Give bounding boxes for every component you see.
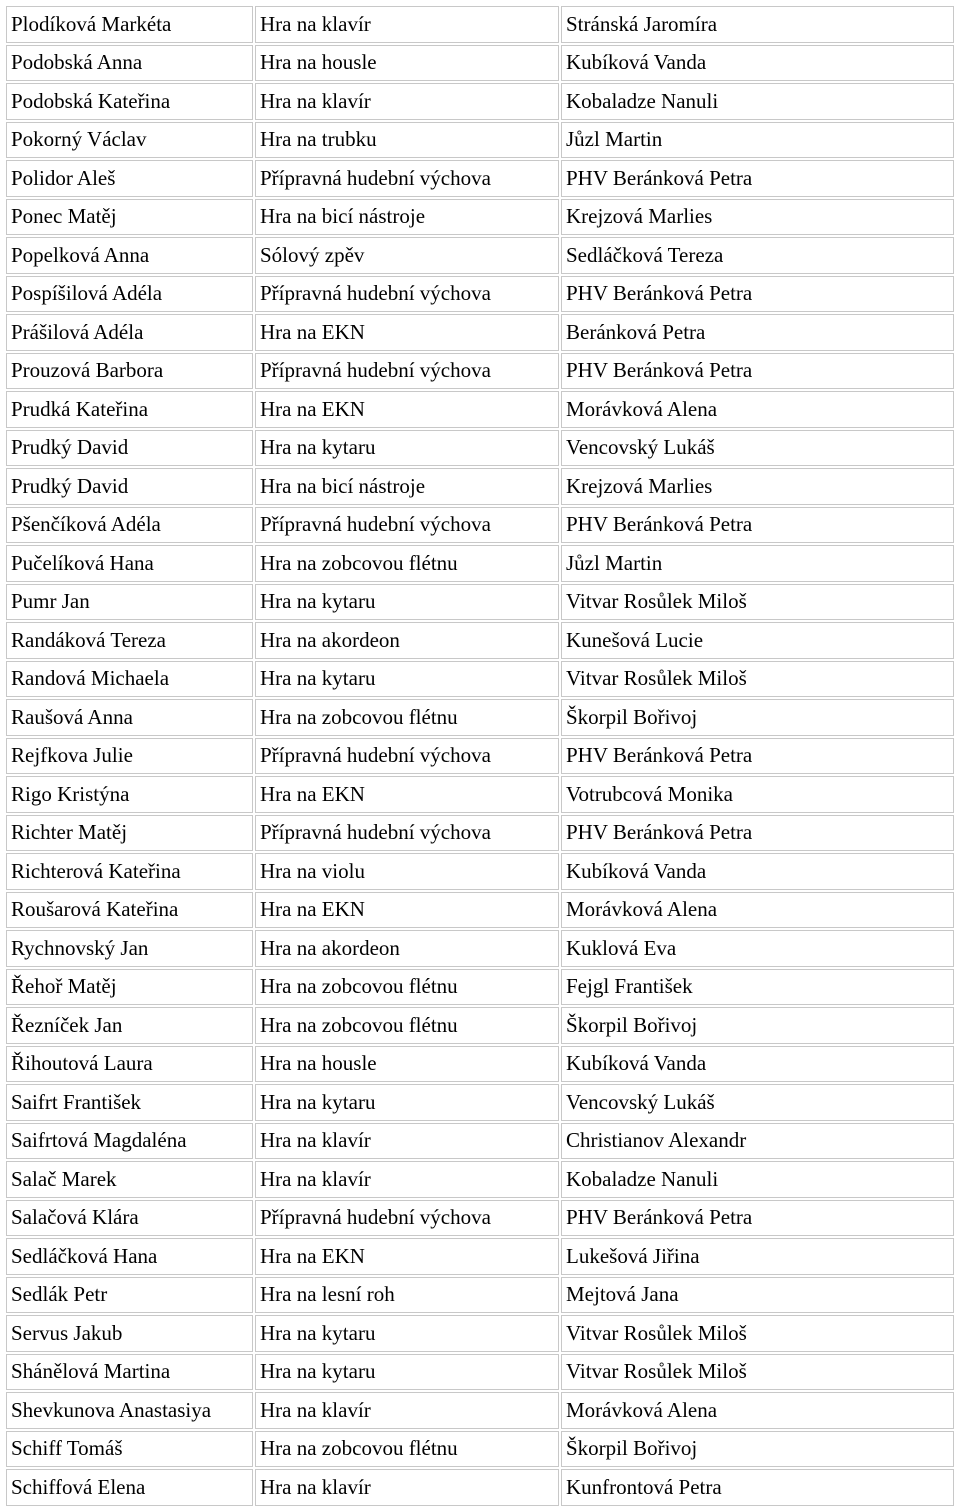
- subject-cell: Přípravná hudební výchova: [255, 353, 559, 390]
- subject-cell: Přípravná hudební výchova: [255, 276, 559, 313]
- table-row: [6, 430, 954, 467]
- teacher-cell: Kunešová Lucie: [561, 622, 954, 659]
- teacher-cell: Kuklová Eva: [561, 930, 954, 967]
- student-name-cell: Sedlák Petr: [6, 1277, 253, 1314]
- student-name-cell: Shevkunova Anastasiya: [6, 1392, 253, 1429]
- table-row: [6, 776, 954, 813]
- teacher-cell: Vencovský Lukáš: [561, 430, 954, 467]
- subject-cell: Hra na bicí nástroje: [255, 468, 559, 505]
- teacher-cell: Morávková Alena: [561, 1392, 954, 1429]
- teacher-cell: Kubíková Vanda: [561, 1046, 954, 1083]
- subject-cell: Hra na kytaru: [255, 584, 559, 621]
- table-row: [6, 545, 954, 582]
- roster-body: [6, 6, 954, 1506]
- teacher-cell: Kubíková Vanda: [561, 45, 954, 82]
- teacher-cell: Škorpil Bořivoj: [561, 1431, 954, 1468]
- table-row: [6, 83, 954, 120]
- table-row: [6, 1277, 954, 1314]
- subject-cell: Hra na kytaru: [255, 661, 559, 698]
- student-name-cell: Pšenčíková Adéla: [6, 507, 253, 544]
- table-row: [6, 622, 954, 659]
- student-name-cell: Richterová Kateřina: [6, 853, 253, 890]
- table-row: [6, 468, 954, 505]
- student-name-cell: Pučelíková Hana: [6, 545, 253, 582]
- student-name-cell: Polidor Aleš: [6, 160, 253, 197]
- table-row: [6, 1084, 954, 1121]
- subject-cell: Hra na klavír: [255, 83, 559, 120]
- subject-cell: Přípravná hudební výchova: [255, 507, 559, 544]
- subject-cell: Hra na zobcovou flétnu: [255, 969, 559, 1006]
- subject-cell: Hra na violu: [255, 853, 559, 890]
- student-name-cell: Prouzová Barbora: [6, 353, 253, 390]
- table-row: [6, 237, 954, 274]
- table-row: [6, 853, 954, 890]
- subject-cell: Hra na zobcovou flétnu: [255, 545, 559, 582]
- teacher-cell: Morávková Alena: [561, 892, 954, 929]
- student-name-cell: Shánělová Martina: [6, 1354, 253, 1391]
- student-name-cell: Rigo Kristýna: [6, 776, 253, 813]
- teacher-cell: Kobaladze Nanuli: [561, 83, 954, 120]
- subject-cell: Hra na kytaru: [255, 1315, 559, 1352]
- table-row: [6, 1238, 954, 1275]
- teacher-cell: Votrubcová Monika: [561, 776, 954, 813]
- table-row: [6, 930, 954, 967]
- subject-cell: Hra na zobcovou flétnu: [255, 1007, 559, 1044]
- table-row: [6, 314, 954, 351]
- teacher-cell: Lukešová Jiřina: [561, 1238, 954, 1275]
- teacher-cell: Vitvar Rosůlek Miloš: [561, 584, 954, 621]
- table-row: [6, 1046, 954, 1083]
- student-name-cell: Prášilová Adéla: [6, 314, 253, 351]
- teacher-cell: Kunfrontová Petra: [561, 1469, 954, 1506]
- student-name-cell: Ponec Matěj: [6, 199, 253, 236]
- teacher-cell: PHV Beránková Petra: [561, 815, 954, 852]
- student-roster-table: [4, 4, 956, 1508]
- teacher-cell: Škorpil Bořivoj: [561, 699, 954, 736]
- subject-cell: Hra na akordeon: [255, 930, 559, 967]
- table-row: [6, 1354, 954, 1391]
- teacher-cell: Vencovský Lukáš: [561, 1084, 954, 1121]
- subject-cell: Hra na akordeon: [255, 622, 559, 659]
- student-name-cell: Řehoř Matěj: [6, 969, 253, 1006]
- subject-cell: Přípravná hudební výchova: [255, 160, 559, 197]
- subject-cell: Hra na EKN: [255, 776, 559, 813]
- teacher-cell: Jůzl Martin: [561, 545, 954, 582]
- table-row: [6, 160, 954, 197]
- table-row: [6, 6, 954, 43]
- teacher-cell: Stránská Jaromíra: [561, 6, 954, 43]
- student-name-cell: Saifrt František: [6, 1084, 253, 1121]
- teacher-cell: Jůzl Martin: [561, 122, 954, 159]
- table-row: [6, 391, 954, 428]
- table-row: [6, 815, 954, 852]
- student-name-cell: Schiff Tomáš: [6, 1431, 253, 1468]
- teacher-cell: Vitvar Rosůlek Miloš: [561, 1315, 954, 1352]
- table-row: [6, 1200, 954, 1237]
- teacher-cell: Kubíková Vanda: [561, 853, 954, 890]
- subject-cell: Hra na housle: [255, 1046, 559, 1083]
- table-row: [6, 969, 954, 1006]
- table-row: [6, 1392, 954, 1429]
- table-row: [6, 1315, 954, 1352]
- student-name-cell: Podobská Kateřina: [6, 83, 253, 120]
- table-row: [6, 892, 954, 929]
- teacher-cell: Sedláčková Tereza: [561, 237, 954, 274]
- table-row: [6, 1469, 954, 1506]
- teacher-cell: Vitvar Rosůlek Miloš: [561, 661, 954, 698]
- subject-cell: Hra na klavír: [255, 1469, 559, 1506]
- student-name-cell: Rejfkova Julie: [6, 738, 253, 775]
- subject-cell: Hra na EKN: [255, 314, 559, 351]
- student-name-cell: Pumr Jan: [6, 584, 253, 621]
- student-name-cell: Podobská Anna: [6, 45, 253, 82]
- table-row: [6, 699, 954, 736]
- student-name-cell: Servus Jakub: [6, 1315, 253, 1352]
- teacher-cell: Beránková Petra: [561, 314, 954, 351]
- teacher-cell: Fejgl František: [561, 969, 954, 1006]
- student-name-cell: Rychnovský Jan: [6, 930, 253, 967]
- subject-cell: Hra na klavír: [255, 1123, 559, 1160]
- table-row: [6, 584, 954, 621]
- teacher-cell: PHV Beránková Petra: [561, 160, 954, 197]
- teacher-cell: Krejzová Marlies: [561, 199, 954, 236]
- table-row: [6, 661, 954, 698]
- student-name-cell: Řezníček Jan: [6, 1007, 253, 1044]
- student-name-cell: Prudká Kateřina: [6, 391, 253, 428]
- subject-cell: Hra na EKN: [255, 892, 559, 929]
- subject-cell: Hra na housle: [255, 45, 559, 82]
- student-name-cell: Salač Marek: [6, 1161, 253, 1198]
- student-name-cell: Raušová Anna: [6, 699, 253, 736]
- subject-cell: Hra na EKN: [255, 1238, 559, 1275]
- table-row: [6, 199, 954, 236]
- subject-cell: Hra na kytaru: [255, 430, 559, 467]
- subject-cell: Přípravná hudební výchova: [255, 1200, 559, 1237]
- teacher-cell: Kobaladze Nanuli: [561, 1161, 954, 1198]
- subject-cell: Hra na klavír: [255, 1392, 559, 1429]
- table-row: [6, 738, 954, 775]
- student-name-cell: Randáková Tereza: [6, 622, 253, 659]
- subject-cell: Hra na kytaru: [255, 1084, 559, 1121]
- table-row: [6, 1007, 954, 1044]
- table-row: [6, 1431, 954, 1468]
- student-name-cell: Schiffová Elena: [6, 1469, 253, 1506]
- subject-cell: Hra na EKN: [255, 391, 559, 428]
- teacher-cell: Mejtová Jana: [561, 1277, 954, 1314]
- student-name-cell: Popelková Anna: [6, 237, 253, 274]
- student-name-cell: Richter Matěj: [6, 815, 253, 852]
- teacher-cell: Christianov Alexandr: [561, 1123, 954, 1160]
- teacher-cell: Vitvar Rosůlek Miloš: [561, 1354, 954, 1391]
- student-name-cell: Randová Michaela: [6, 661, 253, 698]
- student-name-cell: Plodíková Markéta: [6, 6, 253, 43]
- table-row: [6, 507, 954, 544]
- teacher-cell: PHV Beránková Petra: [561, 1200, 954, 1237]
- subject-cell: Hra na lesní roh: [255, 1277, 559, 1314]
- teacher-cell: PHV Beránková Petra: [561, 738, 954, 775]
- student-name-cell: Řihoutová Laura: [6, 1046, 253, 1083]
- student-name-cell: Pospíšilová Adéla: [6, 276, 253, 313]
- subject-cell: Hra na trubku: [255, 122, 559, 159]
- subject-cell: Přípravná hudební výchova: [255, 738, 559, 775]
- student-name-cell: Pokorný Václav: [6, 122, 253, 159]
- student-name-cell: Prudký David: [6, 468, 253, 505]
- table-row: [6, 45, 954, 82]
- table-row: [6, 1123, 954, 1160]
- student-name-cell: Saifrtová Magdaléna: [6, 1123, 253, 1160]
- student-name-cell: Roušarová Kateřina: [6, 892, 253, 929]
- student-name-cell: Salačová Klára: [6, 1200, 253, 1237]
- subject-cell: Sólový zpěv: [255, 237, 559, 274]
- teacher-cell: PHV Beránková Petra: [561, 353, 954, 390]
- subject-cell: Hra na klavír: [255, 6, 559, 43]
- subject-cell: Hra na kytaru: [255, 1354, 559, 1391]
- subject-cell: Přípravná hudební výchova: [255, 815, 559, 852]
- table-row: [6, 353, 954, 390]
- teacher-cell: PHV Beránková Petra: [561, 507, 954, 544]
- teacher-cell: Krejzová Marlies: [561, 468, 954, 505]
- subject-cell: Hra na klavír: [255, 1161, 559, 1198]
- student-name-cell: Prudký David: [6, 430, 253, 467]
- subject-cell: Hra na bicí nástroje: [255, 199, 559, 236]
- teacher-cell: Škorpil Bořivoj: [561, 1007, 954, 1044]
- teacher-cell: PHV Beránková Petra: [561, 276, 954, 313]
- subject-cell: Hra na zobcovou flétnu: [255, 1431, 559, 1468]
- table-row: [6, 122, 954, 159]
- subject-cell: Hra na zobcovou flétnu: [255, 699, 559, 736]
- table-row: [6, 1161, 954, 1198]
- table-row: [6, 276, 954, 313]
- student-name-cell: Sedláčková Hana: [6, 1238, 253, 1275]
- teacher-cell: Morávková Alena: [561, 391, 954, 428]
